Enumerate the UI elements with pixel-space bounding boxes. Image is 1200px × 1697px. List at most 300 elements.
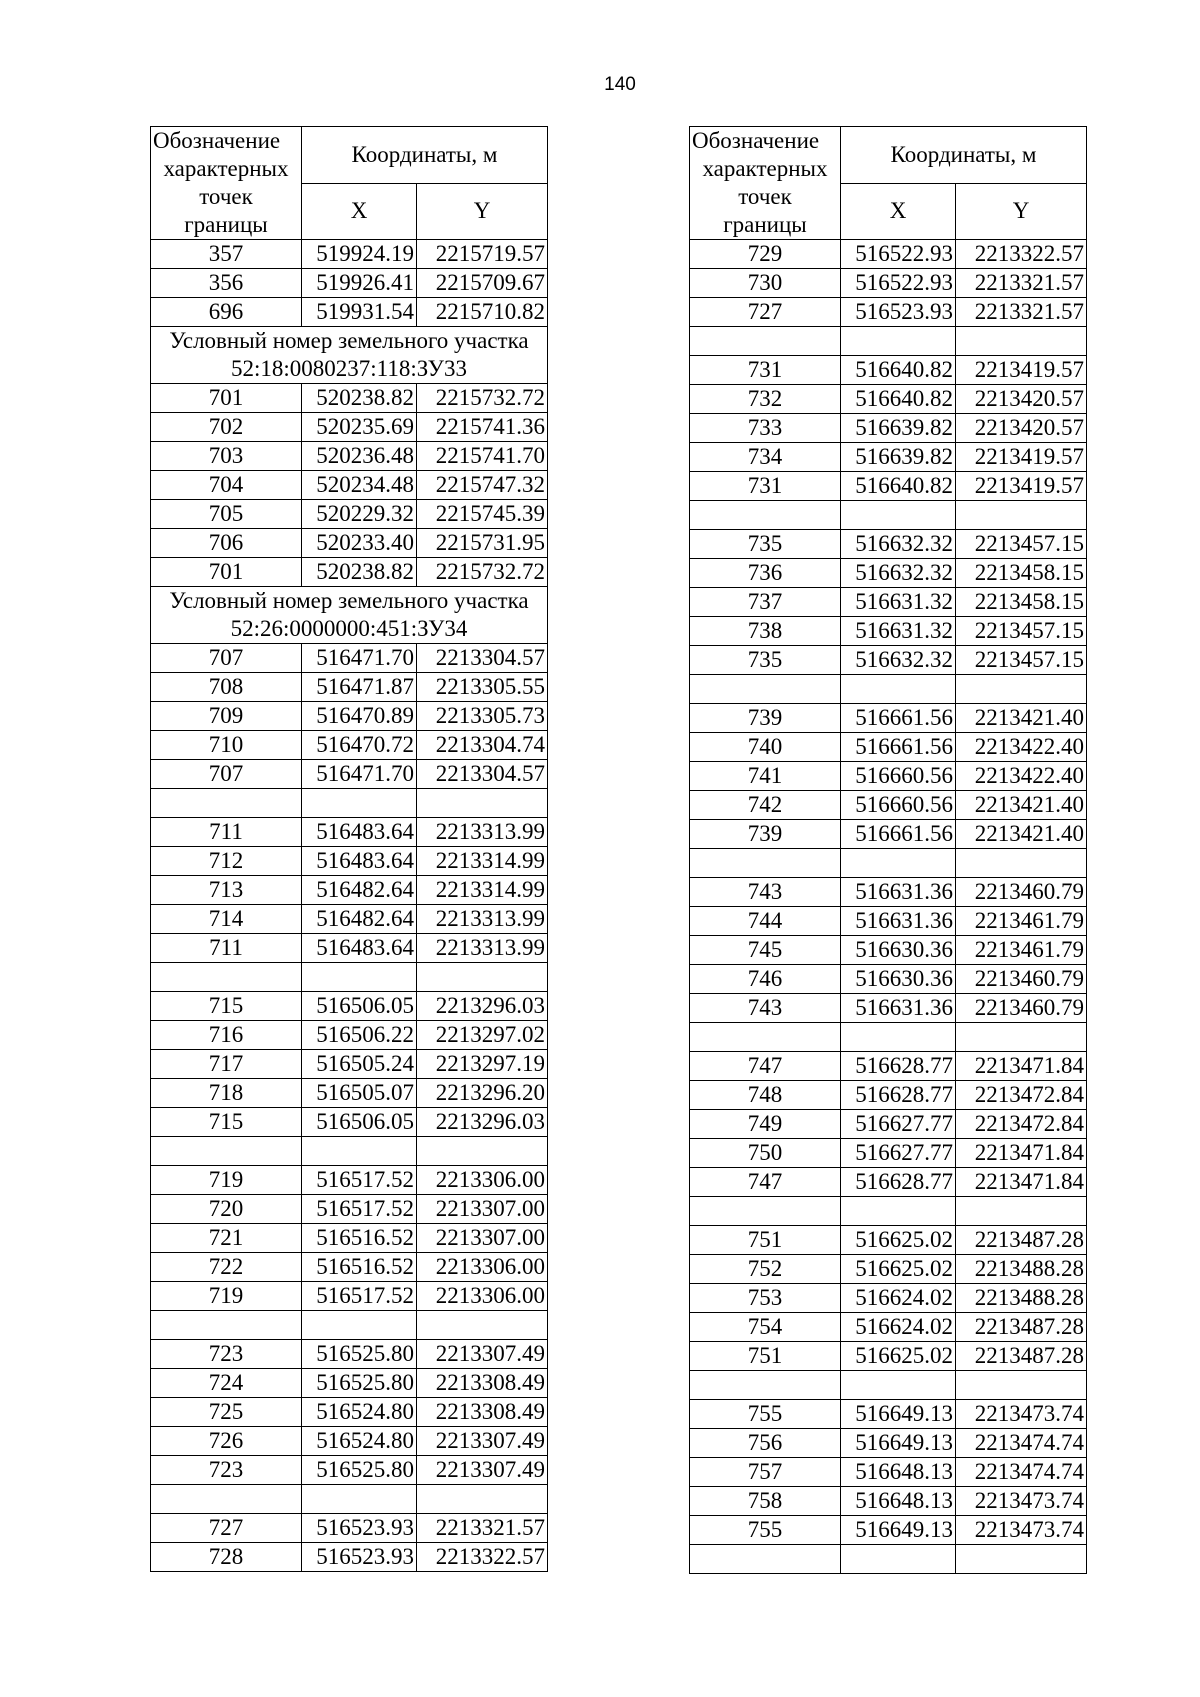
y-coordinate-cell [956, 675, 1087, 704]
table-row [690, 646, 1087, 675]
section-title-line: 52:26:0000000:451:ЗУ34 [230, 616, 468, 641]
x-coordinate-cell: 520229.32 [302, 500, 417, 529]
table-row [690, 878, 1087, 907]
point-id-cell: 731 [690, 472, 841, 501]
table-row [151, 298, 548, 327]
y-coordinate-cell: 2213297.19 [417, 1050, 548, 1079]
point-id-cell: 754 [690, 1313, 841, 1342]
x-coordinate-cell: 516506.22 [302, 1021, 417, 1050]
point-id-cell: 717 [151, 1050, 302, 1079]
x-coordinate-cell: 516640.82 [841, 385, 956, 414]
header-label-line: характерных [163, 156, 289, 181]
point-id-cell: 711 [151, 818, 302, 847]
x-coordinate-cell: 516523.93 [302, 1514, 417, 1543]
y-coordinate-cell [956, 501, 1087, 530]
table-row [690, 1545, 1087, 1574]
table-row [151, 442, 548, 471]
y-coordinate-cell: 2213296.03 [417, 1108, 548, 1137]
y-coordinate-cell: 2213314.99 [417, 876, 548, 905]
x-coordinate-cell: 516471.87 [302, 673, 417, 702]
y-coordinate-cell: 2213472.84 [956, 1110, 1087, 1139]
header-coordinates: Координаты, м [841, 127, 1087, 184]
table-row [690, 414, 1087, 443]
table-row [151, 1050, 548, 1079]
table-row [151, 702, 548, 731]
y-coordinate-cell: 2213421.40 [956, 704, 1087, 733]
x-coordinate-cell: 516516.52 [302, 1224, 417, 1253]
x-coordinate-cell: 516505.07 [302, 1079, 417, 1108]
point-id-cell: 743 [690, 878, 841, 907]
header-label-line: Обозначение [153, 128, 281, 153]
table-row [151, 471, 548, 500]
point-id-cell: 713 [151, 876, 302, 905]
header-label-line: точек [738, 184, 792, 209]
x-coordinate-cell [841, 849, 956, 878]
x-coordinate-cell: 516483.64 [302, 934, 417, 963]
point-id-cell: 752 [690, 1255, 841, 1284]
coordinates-table-left [150, 126, 548, 1572]
x-coordinate-cell [841, 501, 956, 530]
table-row [151, 1224, 548, 1253]
x-coordinate-cell: 516661.56 [841, 733, 956, 762]
x-coordinate-cell: 516525.80 [302, 1456, 417, 1485]
table-row [690, 1284, 1087, 1313]
table-row [690, 1081, 1087, 1110]
point-id-cell: 712 [151, 847, 302, 876]
point-id-cell: 735 [690, 530, 841, 559]
y-coordinate-cell [956, 1023, 1087, 1052]
x-coordinate-cell: 520238.82 [302, 384, 417, 413]
table-row [690, 675, 1087, 704]
point-id-cell [690, 1545, 841, 1574]
table-row [151, 1108, 548, 1137]
point-id-cell [690, 501, 841, 530]
table-row [690, 443, 1087, 472]
x-coordinate-cell: 516470.89 [302, 702, 417, 731]
x-coordinate-cell: 516630.36 [841, 936, 956, 965]
point-id-cell [690, 1371, 841, 1400]
section-row [151, 327, 548, 384]
y-coordinate-cell: 2213473.74 [956, 1516, 1087, 1545]
x-coordinate-cell: 516505.24 [302, 1050, 417, 1079]
table-row [690, 965, 1087, 994]
table-row [151, 1340, 548, 1369]
point-id-cell [151, 1311, 302, 1340]
y-coordinate-cell: 2213422.40 [956, 733, 1087, 762]
table-row [151, 1427, 548, 1456]
table-row [690, 936, 1087, 965]
y-coordinate-cell [956, 849, 1087, 878]
point-id-cell [151, 789, 302, 818]
table-row [690, 356, 1087, 385]
point-id-cell: 749 [690, 1110, 841, 1139]
point-id-cell: 711 [151, 934, 302, 963]
x-coordinate-cell: 516649.13 [841, 1429, 956, 1458]
point-id-cell: 728 [151, 1543, 302, 1572]
point-id-cell: 715 [151, 1108, 302, 1137]
x-coordinate-cell [841, 1545, 956, 1574]
point-id-cell: 696 [151, 298, 302, 327]
x-coordinate-cell: 516522.93 [841, 240, 956, 269]
point-id-cell: 724 [151, 1369, 302, 1398]
y-coordinate-cell [417, 1485, 548, 1514]
x-coordinate-cell: 516482.64 [302, 876, 417, 905]
y-coordinate-cell: 2213420.57 [956, 414, 1087, 443]
y-coordinate-cell: 2213457.15 [956, 530, 1087, 559]
table-row [151, 1137, 548, 1166]
point-id-cell: 718 [151, 1079, 302, 1108]
table-row [151, 413, 548, 442]
y-coordinate-cell: 2213307.00 [417, 1224, 548, 1253]
table-row [151, 1543, 548, 1572]
table-row [151, 1282, 548, 1311]
x-coordinate-cell: 516632.32 [841, 530, 956, 559]
x-coordinate-cell [302, 1311, 417, 1340]
table-row [151, 789, 548, 818]
y-coordinate-cell: 2213460.79 [956, 994, 1087, 1023]
table-row [690, 1139, 1087, 1168]
point-id-cell: 747 [690, 1168, 841, 1197]
table-row [151, 876, 548, 905]
x-coordinate-cell: 516516.52 [302, 1253, 417, 1282]
x-coordinate-cell: 516639.82 [841, 443, 956, 472]
point-id-cell: 719 [151, 1166, 302, 1195]
header-x: X [302, 183, 417, 240]
point-id-cell: 747 [690, 1052, 841, 1081]
point-id-cell: 702 [151, 413, 302, 442]
table-row [690, 588, 1087, 617]
table-row [151, 1195, 548, 1224]
x-coordinate-cell: 516506.05 [302, 1108, 417, 1137]
x-coordinate-cell: 516523.93 [302, 1543, 417, 1572]
y-coordinate-cell: 2213457.15 [956, 617, 1087, 646]
table-row [151, 1514, 548, 1543]
point-id-cell: 735 [690, 646, 841, 675]
table-row [151, 384, 548, 413]
y-coordinate-cell [956, 1371, 1087, 1400]
table-row [151, 818, 548, 847]
table-row [690, 1429, 1087, 1458]
section-title-line: Условный номер земельного участка [169, 328, 529, 353]
point-id-cell: 742 [690, 791, 841, 820]
point-id-cell: 707 [151, 760, 302, 789]
table-row [690, 1110, 1087, 1139]
x-coordinate-cell: 516517.52 [302, 1282, 417, 1311]
header-point-label [690, 127, 841, 240]
table-row [690, 1487, 1087, 1516]
point-id-cell: 731 [690, 356, 841, 385]
table-row [690, 617, 1087, 646]
table-row [690, 472, 1087, 501]
y-coordinate-cell: 2213488.28 [956, 1284, 1087, 1313]
point-id-cell: 708 [151, 673, 302, 702]
table-row [690, 1313, 1087, 1342]
table-row [690, 327, 1087, 356]
point-id-cell: 733 [690, 414, 841, 443]
x-coordinate-cell: 516524.80 [302, 1427, 417, 1456]
table-row [690, 1400, 1087, 1429]
y-coordinate-cell [956, 1545, 1087, 1574]
table-row [690, 1458, 1087, 1487]
table-row [151, 1398, 548, 1427]
point-id-cell: 707 [151, 644, 302, 673]
y-coordinate-cell: 2213457.15 [956, 646, 1087, 675]
table-row [151, 500, 548, 529]
x-coordinate-cell: 516628.77 [841, 1168, 956, 1197]
x-coordinate-cell: 516631.36 [841, 907, 956, 936]
y-coordinate-cell: 2213487.28 [956, 1226, 1087, 1255]
table-row [151, 1485, 548, 1514]
x-coordinate-cell: 516631.36 [841, 994, 956, 1023]
table-row [690, 1168, 1087, 1197]
x-coordinate-cell: 516471.70 [302, 760, 417, 789]
x-coordinate-cell: 516627.77 [841, 1139, 956, 1168]
x-coordinate-cell: 516517.52 [302, 1195, 417, 1224]
table-row [151, 1166, 548, 1195]
x-coordinate-cell: 516625.02 [841, 1342, 956, 1371]
point-id-cell: 722 [151, 1253, 302, 1282]
x-coordinate-cell [841, 675, 956, 704]
table-row [151, 1456, 548, 1485]
x-coordinate-cell: 516525.80 [302, 1369, 417, 1398]
x-coordinate-cell: 519926.41 [302, 269, 417, 298]
point-id-cell: 709 [151, 702, 302, 731]
y-coordinate-cell: 2213308.49 [417, 1398, 548, 1427]
point-id-cell: 758 [690, 1487, 841, 1516]
y-coordinate-cell [956, 327, 1087, 356]
table-row [690, 1197, 1087, 1226]
point-id-cell: 705 [151, 500, 302, 529]
table-row [690, 269, 1087, 298]
x-coordinate-cell: 516640.82 [841, 472, 956, 501]
x-coordinate-cell: 520238.82 [302, 558, 417, 587]
point-id-cell: 710 [151, 731, 302, 760]
table-row [151, 731, 548, 760]
table-row [690, 1023, 1087, 1052]
point-id-cell [690, 675, 841, 704]
x-coordinate-cell: 516648.13 [841, 1487, 956, 1516]
y-coordinate-cell: 2213305.55 [417, 673, 548, 702]
table-row [151, 673, 548, 702]
point-id-cell: 720 [151, 1195, 302, 1224]
y-coordinate-cell: 2213419.57 [956, 356, 1087, 385]
y-coordinate-cell: 2215710.82 [417, 298, 548, 327]
table-row [690, 733, 1087, 762]
table-row [151, 1079, 548, 1108]
y-coordinate-cell [417, 963, 548, 992]
point-id-cell: 755 [690, 1400, 841, 1429]
point-id-cell [690, 1197, 841, 1226]
y-coordinate-cell: 2213458.15 [956, 559, 1087, 588]
point-id-cell: 729 [690, 240, 841, 269]
x-coordinate-cell: 516631.32 [841, 588, 956, 617]
x-coordinate-cell: 516661.56 [841, 820, 956, 849]
table-row [690, 704, 1087, 733]
x-coordinate-cell: 516627.77 [841, 1110, 956, 1139]
y-coordinate-cell: 2215747.32 [417, 471, 548, 500]
point-id-cell [690, 1023, 841, 1052]
table-row [151, 644, 548, 673]
point-id-cell: 723 [151, 1456, 302, 1485]
table-row [151, 992, 548, 1021]
point-id-cell: 701 [151, 558, 302, 587]
table-row [151, 934, 548, 963]
table-row [690, 530, 1087, 559]
y-coordinate-cell [417, 1311, 548, 1340]
table-row [690, 1052, 1087, 1081]
header-coordinates: Координаты, м [302, 127, 548, 184]
point-id-cell: 740 [690, 733, 841, 762]
header-y: Y [956, 183, 1087, 240]
table-row [151, 963, 548, 992]
section-title-line: Условный номер земельного участка [169, 588, 529, 613]
y-coordinate-cell: 2213306.00 [417, 1253, 548, 1282]
table-row [690, 907, 1087, 936]
x-coordinate-cell: 516471.70 [302, 644, 417, 673]
point-id-cell: 356 [151, 269, 302, 298]
point-id-cell: 730 [690, 269, 841, 298]
point-id-cell: 716 [151, 1021, 302, 1050]
x-coordinate-cell: 516628.77 [841, 1081, 956, 1110]
point-id-cell: 726 [151, 1427, 302, 1456]
x-coordinate-cell [841, 1371, 956, 1400]
table-row [690, 1342, 1087, 1371]
point-id-cell: 357 [151, 240, 302, 269]
y-coordinate-cell: 2213306.00 [417, 1282, 548, 1311]
y-coordinate-cell: 2213307.49 [417, 1340, 548, 1369]
x-coordinate-cell: 516660.56 [841, 762, 956, 791]
point-id-cell: 734 [690, 443, 841, 472]
x-coordinate-cell: 520235.69 [302, 413, 417, 442]
point-id-cell: 753 [690, 1284, 841, 1313]
header-label-line: Обозначение [692, 128, 820, 153]
table-row [690, 820, 1087, 849]
x-coordinate-cell: 516628.77 [841, 1052, 956, 1081]
x-coordinate-cell [841, 1023, 956, 1052]
x-coordinate-cell: 516632.32 [841, 559, 956, 588]
point-id-cell [151, 1137, 302, 1166]
point-id-cell: 756 [690, 1429, 841, 1458]
point-id-cell: 745 [690, 936, 841, 965]
x-coordinate-cell: 519931.54 [302, 298, 417, 327]
x-coordinate-cell: 516649.13 [841, 1400, 956, 1429]
y-coordinate-cell: 2213314.99 [417, 847, 548, 876]
x-coordinate-cell: 516631.32 [841, 617, 956, 646]
y-coordinate-cell: 2213472.84 [956, 1081, 1087, 1110]
point-id-cell: 727 [151, 1514, 302, 1543]
point-id-cell [690, 849, 841, 878]
point-id-cell: 755 [690, 1516, 841, 1545]
point-id-cell: 750 [690, 1139, 841, 1168]
x-coordinate-cell: 520236.48 [302, 442, 417, 471]
y-coordinate-cell: 2213296.20 [417, 1079, 548, 1108]
y-coordinate-cell: 2215709.67 [417, 269, 548, 298]
x-coordinate-cell: 516483.64 [302, 818, 417, 847]
x-coordinate-cell [302, 1137, 417, 1166]
table-row [690, 1226, 1087, 1255]
x-coordinate-cell [302, 963, 417, 992]
y-coordinate-cell: 2213307.00 [417, 1195, 548, 1224]
point-id-cell: 715 [151, 992, 302, 1021]
y-coordinate-cell: 2213419.57 [956, 472, 1087, 501]
y-coordinate-cell: 2213473.74 [956, 1400, 1087, 1429]
x-coordinate-cell: 516506.05 [302, 992, 417, 1021]
x-coordinate-cell: 516625.02 [841, 1226, 956, 1255]
y-coordinate-cell: 2213487.28 [956, 1342, 1087, 1371]
y-coordinate-cell: 2213474.74 [956, 1429, 1087, 1458]
y-coordinate-cell: 2215732.72 [417, 384, 548, 413]
x-coordinate-cell [841, 1197, 956, 1226]
section-title-line: 52:18:0080237:118:ЗУ33 [231, 356, 467, 381]
point-id-cell: 746 [690, 965, 841, 994]
x-coordinate-cell: 516523.93 [841, 298, 956, 327]
table-row [151, 905, 548, 934]
point-id-cell: 703 [151, 442, 302, 471]
point-id-cell [151, 1485, 302, 1514]
y-coordinate-cell: 2213420.57 [956, 385, 1087, 414]
section-row [151, 587, 548, 644]
y-coordinate-cell: 2213421.40 [956, 820, 1087, 849]
x-coordinate-cell: 516660.56 [841, 791, 956, 820]
point-id-cell: 748 [690, 1081, 841, 1110]
point-id-cell: 744 [690, 907, 841, 936]
x-coordinate-cell: 516624.02 [841, 1284, 956, 1313]
x-coordinate-cell: 520233.40 [302, 529, 417, 558]
point-id-cell: 751 [690, 1226, 841, 1255]
x-coordinate-cell [302, 1485, 417, 1514]
table-row [690, 762, 1087, 791]
y-coordinate-cell: 2213308.49 [417, 1369, 548, 1398]
x-coordinate-cell: 516524.80 [302, 1398, 417, 1427]
point-id-cell: 714 [151, 905, 302, 934]
y-coordinate-cell: 2213473.74 [956, 1487, 1087, 1516]
point-id-cell: 736 [690, 559, 841, 588]
point-id-cell [151, 963, 302, 992]
y-coordinate-cell [417, 1137, 548, 1166]
point-id-cell: 739 [690, 704, 841, 733]
y-coordinate-cell: 2213321.57 [956, 298, 1087, 327]
y-coordinate-cell: 2213313.99 [417, 905, 548, 934]
section-title [151, 587, 548, 644]
y-coordinate-cell: 2213307.49 [417, 1427, 548, 1456]
y-coordinate-cell: 2215732.72 [417, 558, 548, 587]
table-row [690, 1255, 1087, 1284]
x-coordinate-cell: 516639.82 [841, 414, 956, 443]
header-label-line: точек [199, 184, 253, 209]
y-coordinate-cell: 2213297.02 [417, 1021, 548, 1050]
point-id-cell: 741 [690, 762, 841, 791]
y-coordinate-cell: 2213421.40 [956, 791, 1087, 820]
y-coordinate-cell: 2213419.57 [956, 443, 1087, 472]
point-id-cell: 706 [151, 529, 302, 558]
y-coordinate-cell: 2213322.57 [417, 1543, 548, 1572]
table-row [151, 529, 548, 558]
x-coordinate-cell: 516517.52 [302, 1166, 417, 1195]
y-coordinate-cell: 2213471.84 [956, 1139, 1087, 1168]
x-coordinate-cell: 516624.02 [841, 1313, 956, 1342]
header-label-line: границы [184, 212, 268, 237]
header-y: Y [417, 183, 548, 240]
table-row [690, 501, 1087, 530]
x-coordinate-cell: 516482.64 [302, 905, 417, 934]
x-coordinate-cell: 516525.80 [302, 1340, 417, 1369]
table-row [690, 559, 1087, 588]
point-id-cell: 727 [690, 298, 841, 327]
x-coordinate-cell: 516640.82 [841, 356, 956, 385]
page-number: 140 [604, 74, 636, 95]
y-coordinate-cell: 2213321.57 [956, 269, 1087, 298]
header-point-label [151, 127, 302, 240]
